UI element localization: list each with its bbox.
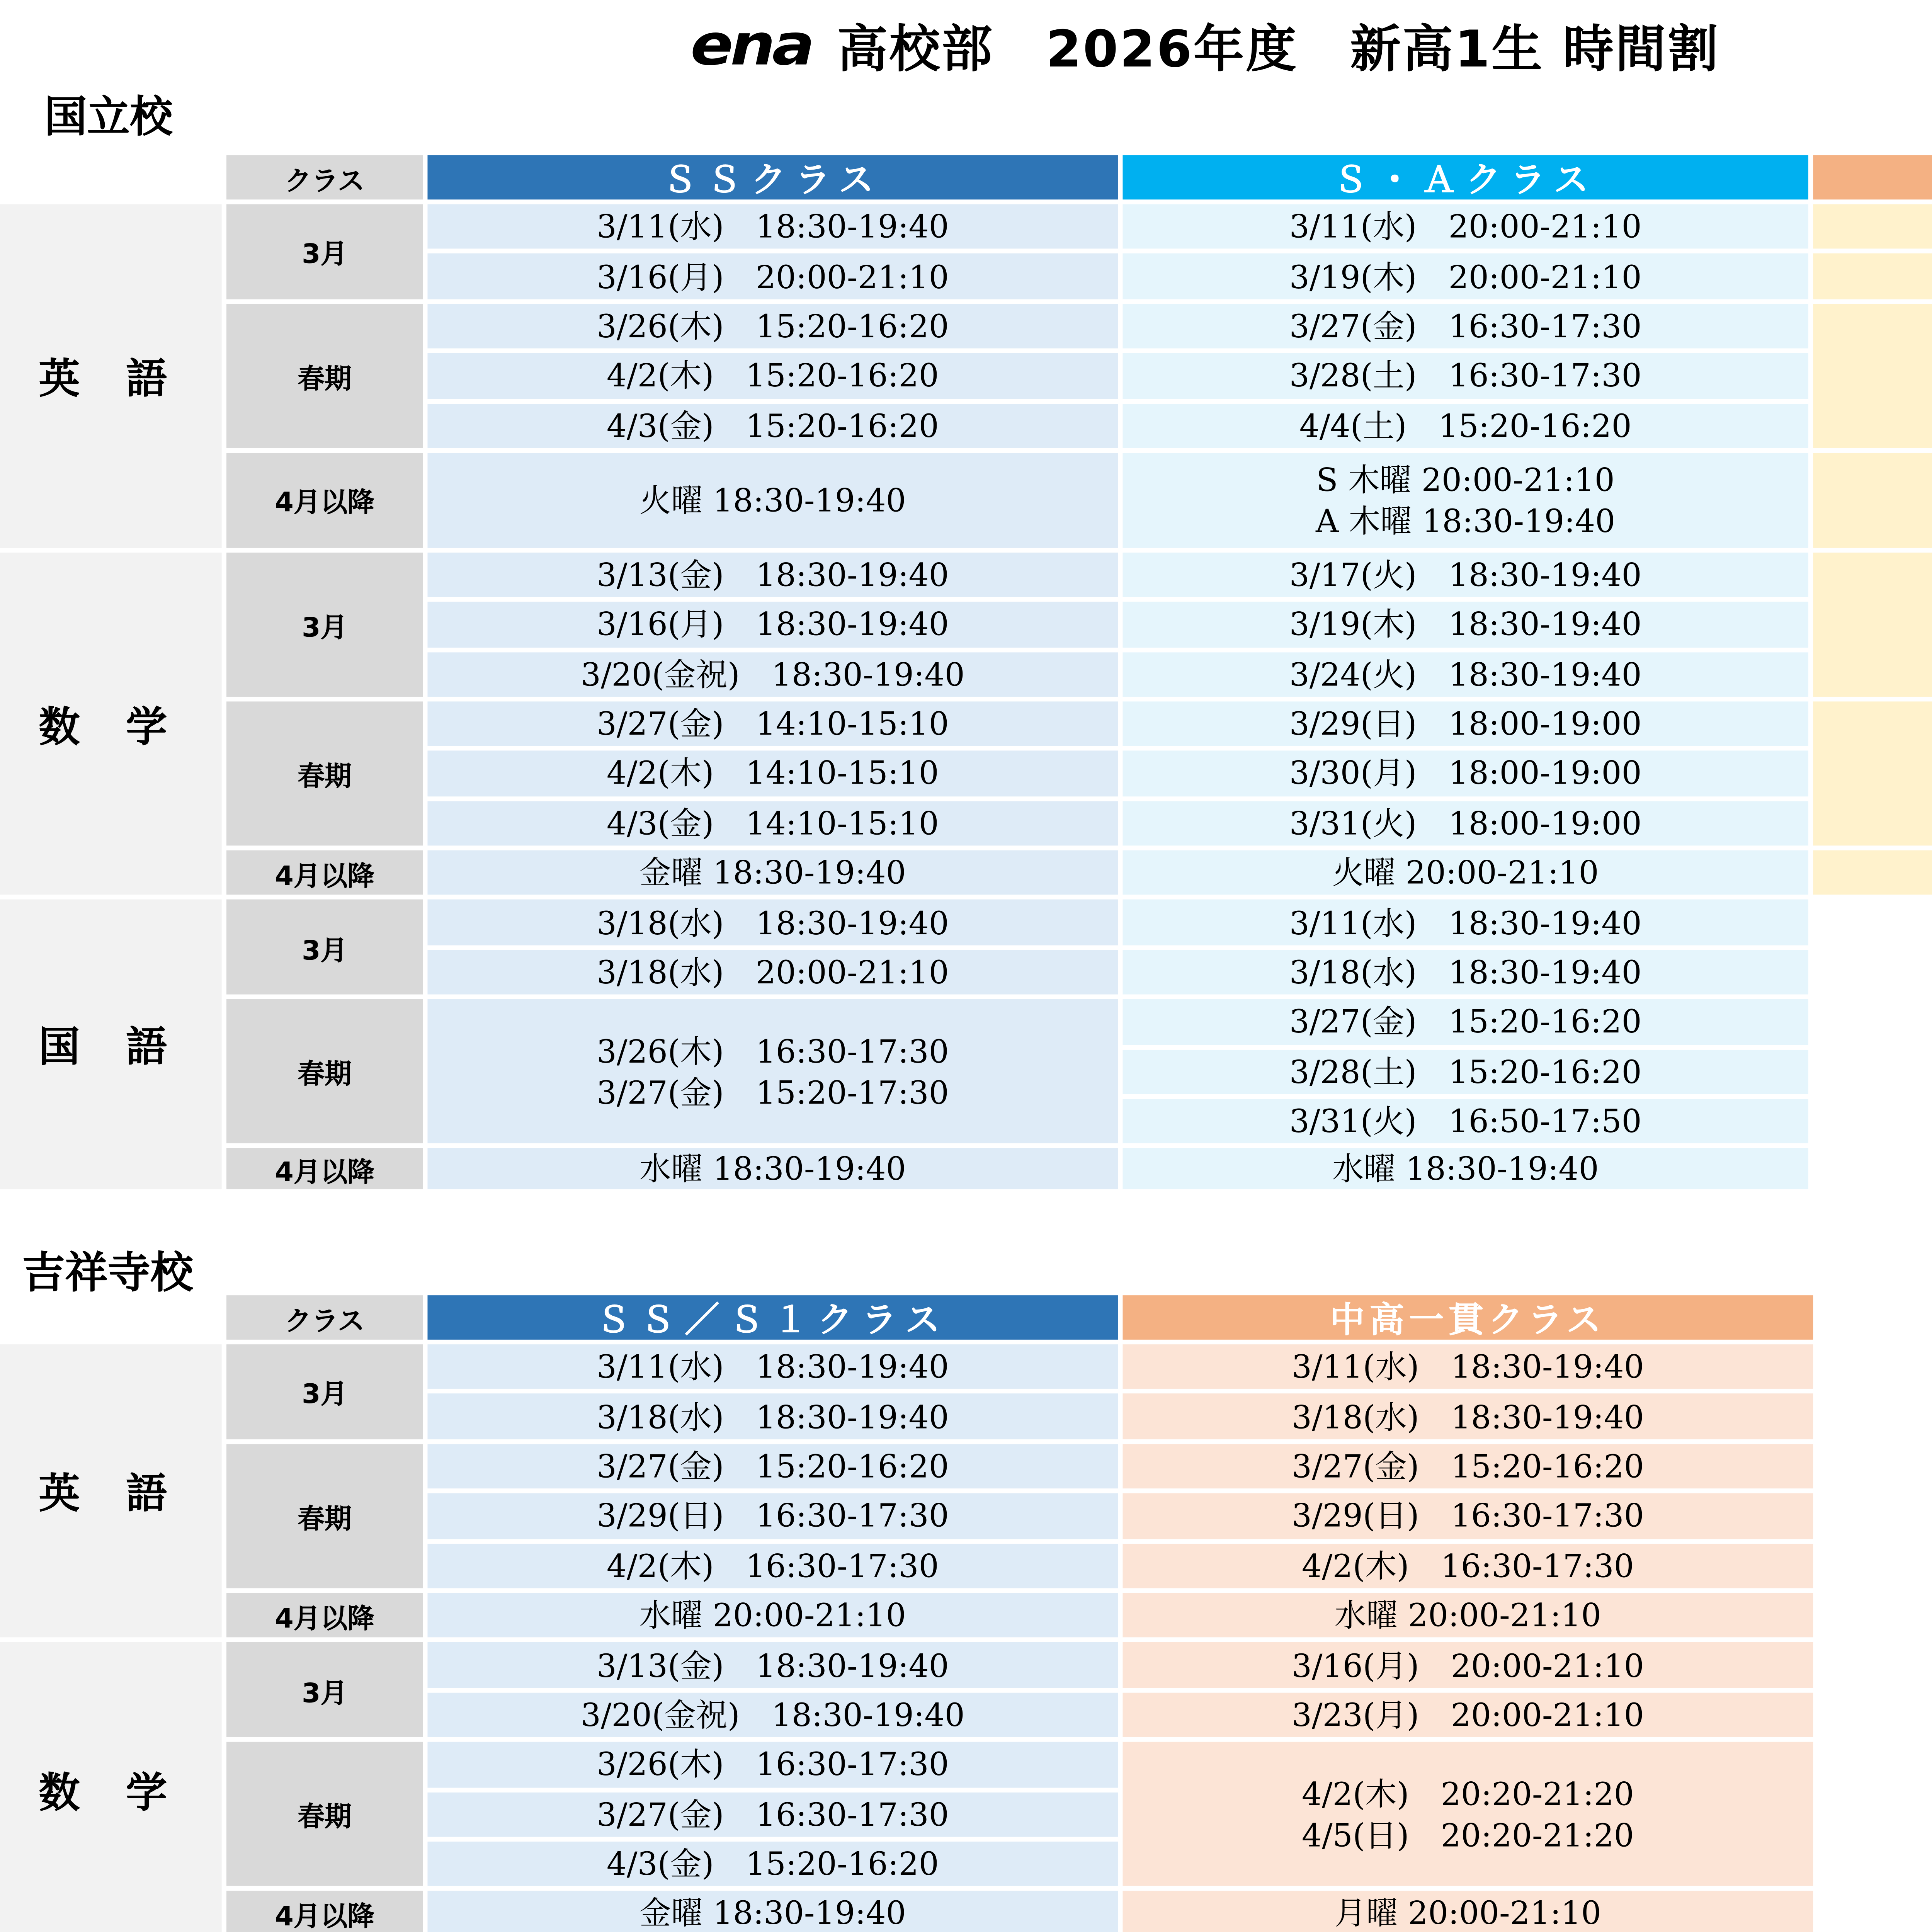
kunitachi-table [0,155,1932,1190]
subject-math: 数 学 [0,1643,222,1932]
schedule-cell: 3/31(火) 18:00-19:00 [1122,801,1808,845]
header-sa-class: Ｓ・Ａクラス [1122,155,1808,200]
schedule-cell: 4/2(木) 16:30-17:30 [1122,1543,1813,1588]
schedule-cell: 3/27(金) 15:20-16:20 [1122,1444,1813,1488]
header-chu-class: 中高一貫クラス [1122,1295,1813,1340]
header-ss-s1-class: ＳＳ／Ｓ１クラス [427,1295,1118,1340]
schedule-cell: 3/27(金) 16:30-17:30 [427,1792,1118,1837]
schedule-cell: 水曜 20:00-21:10 [1122,1593,1813,1638]
period-after-april: 4月以降 [226,1593,423,1638]
schedule-cell: 3/11(水) 18:30-19:40 [427,1344,1118,1389]
schedule-cell: 3/26(木) 16:30-17:30 [427,1742,1118,1787]
period-march: 3月 [226,1643,423,1737]
schedule-cell: 月曜 20:00-21:10 [1122,1891,1813,1932]
schedule-cell: 3/19(木) 20:00-21:10 [1122,254,1808,299]
header-chu-class [1813,155,1932,200]
period-march: 3月 [226,552,423,697]
schedule-cell: 3/29(日) 16:30-17:30 [1122,1493,1813,1538]
period-spring: 春期 [226,701,423,846]
schedule-cell: 3/11(水) 20:00-21:10 [1122,204,1808,249]
schedule-cell [1813,304,1932,448]
schedule-cell: 3/17(火) 18:30-19:40 [1122,552,1808,597]
subject-japanese: 国 語 [0,900,222,1190]
schedule-cell: 3/20(金祝) 18:30-19:40 [427,651,1118,696]
schedule-note [1813,453,1932,548]
schedule-cell: 3/28(土) 16:30-17:30 [1122,354,1808,398]
header-class: クラス [226,1295,423,1340]
schedule-cell: 火曜 20:00-21:10 [1122,850,1808,895]
schedule-cell: 3/26(木) 15:20-16:20 [427,304,1118,349]
schedule-cell: 4/3(金) 14:10-15:10 [427,801,1118,845]
schedule-cell: 3/30(月) 18:00-19:00 [1122,751,1808,796]
schedule-cell: 3/23(月) 20:00-21:10 [1122,1692,1813,1737]
kichijoji-table [0,1295,1813,1932]
schedule-cell [1813,254,1932,299]
page-title [690,10,1720,83]
schedule-cell: 金曜 18:30-19:40 [427,850,1118,895]
schedule-cell: 3/27(金) 15:20-16:20 [427,1444,1118,1488]
period-spring: 春期 [226,304,423,448]
schedule-cell: 3/26(木) 16:30-17:30 3/27(金) 15:20-17:30 [427,1000,1118,1144]
schedule-cell: 3/11(水) 18:30-19:40 [1122,900,1808,945]
subject-math: 数 学 [0,552,222,895]
schedule-cell: 4/2(木) 20:20-21:20 4/5(日) 20:20-21:20 [1122,1742,1813,1886]
schedule-cell: 3/11(水) 18:30-19:40 [1122,1344,1813,1389]
period-march: 3月 [226,204,423,299]
schedule-cell: 4/3(金) 15:20-16:20 [427,403,1118,448]
schedule-cell: 水曜 18:30-19:40 [427,1149,1118,1190]
schedule-cell: 3/27(金) 14:10-15:10 [427,701,1118,746]
period-march: 3月 [226,1344,423,1439]
schedule-cell [1813,204,1932,249]
schedule-cell: 3/13(金) 18:30-19:40 [427,1643,1118,1687]
schedule-cell: 金曜 18:30-19:40 [427,1891,1118,1932]
schedule-cell: 3/18(水) 20:00-21:10 [427,950,1118,995]
schedule-cell: 3/11(水) 18:30-19:40 [427,204,1118,249]
schedule-cell: 3/18(水) 18:30-19:40 [427,900,1118,945]
schedule-cell: 3/31(火) 16:50-17:50 [1122,1099,1808,1144]
period-after-april: 4月以降 [226,453,423,548]
period-march: 3月 [226,900,423,995]
schedule-cell: 3/18(水) 18:30-19:40 [427,1394,1118,1439]
header-ss-class: ＳＳクラス [427,155,1118,200]
schedule-cell: 4/2(木) 15:20-16:20 [427,354,1118,398]
schedule-cell: S 木曜 20:00-21:10 A 木曜 18:30-19:40 [1122,453,1808,548]
schedule-cell: 4/4(土) 15:20-16:20 [1122,403,1808,448]
schedule-cell: 3/13(金) 18:30-19:40 [427,552,1118,597]
schedule-cell: 4/2(木) 14:10-15:10 [427,751,1118,796]
schedule-cell: 3/16(月) 20:00-21:10 [427,254,1118,299]
period-spring: 春期 [226,1444,423,1588]
schedule-cell: 3/18(水) 18:30-19:40 [1122,1394,1813,1439]
schedule-cell: 4/2(木) 16:30-17:30 [427,1543,1118,1588]
schedule-cell: 3/27(金) 16:30-17:30 [1122,304,1808,349]
period-after-april: 4月以降 [226,1891,423,1932]
schedule-cell: 3/18(水) 18:30-19:40 [1122,950,1808,995]
period-after-april: 4月以降 [226,850,423,895]
header-class: クラス [226,155,423,200]
schedule-cell: 火曜 18:30-19:40 [427,453,1118,548]
schedule-cell [1813,552,1932,697]
schedule-cell: 3/29(日) 16:30-17:30 [427,1493,1118,1538]
schedule-cell: 水曜 20:00-21:10 [427,1593,1118,1638]
schedule-cell [1813,701,1932,846]
schedule-cell: 3/16(月) 20:00-21:10 [1122,1643,1813,1687]
schedule-cell: 4/3(金) 15:20-16:20 [427,1842,1118,1886]
period-after-april: 4月以降 [226,1149,423,1190]
schedule-cell: 3/24(火) 18:30-19:40 [1122,651,1808,696]
schedule-cell: 3/28(土) 15:20-16:20 [1122,1049,1808,1094]
schedule-cell: 3/29(日) 18:00-19:00 [1122,701,1808,746]
section-kunitachi-title: 国立校 [44,93,173,143]
schedule-cell: 3/19(木) 18:30-19:40 [1122,602,1808,647]
schedule-cell [1813,850,1932,895]
section-kichijoji-title: 吉祥寺校 [22,1249,193,1299]
schedule-cell: 3/27(金) 15:20-16:20 [1122,1000,1808,1044]
schedule-cell: 3/20(金祝) 18:30-19:40 [427,1692,1118,1737]
subject-english: 英 語 [0,204,222,548]
ena-logo: ena [690,13,812,79]
period-spring: 春期 [226,1000,423,1144]
title-text: 高校部 2026年度 新高1生 時間割 [837,19,1720,79]
period-spring: 春期 [226,1742,423,1886]
subject-english: 英 語 [0,1344,222,1638]
schedule-cell: 水曜 18:30-19:40 [1122,1149,1808,1190]
schedule-cell: 3/16(月) 18:30-19:40 [427,602,1118,647]
